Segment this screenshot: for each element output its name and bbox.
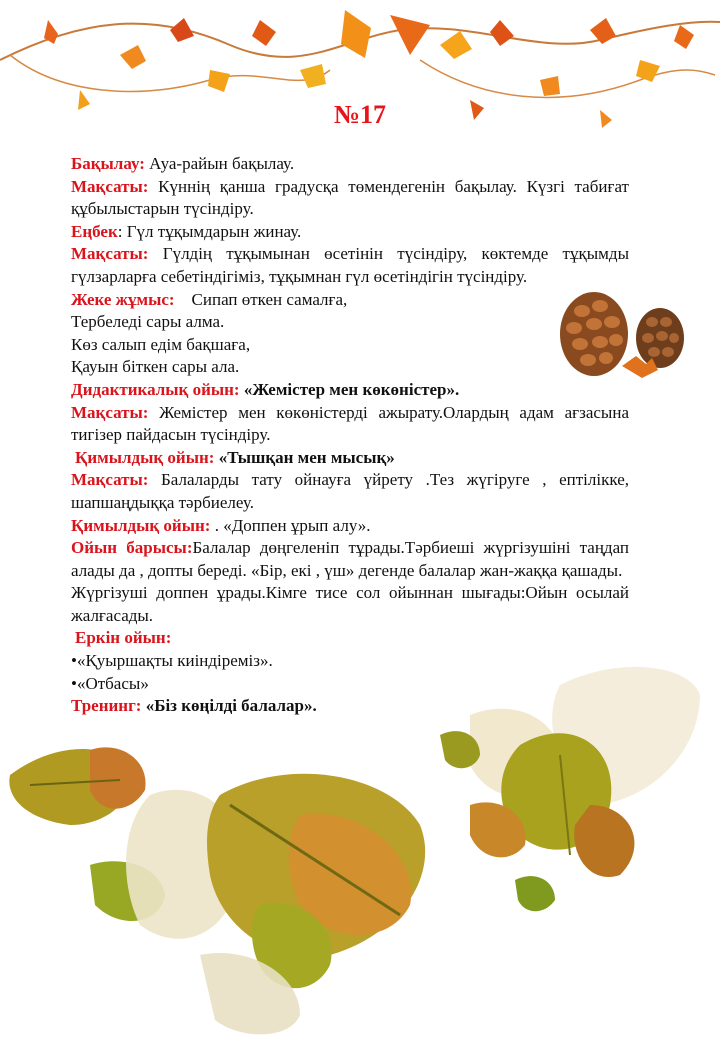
line-game-rules: Жүргізуші доппен ұрады.Кімге тисе сол ойыннан шығады:Ойын осылай жалғасады. xyxy=(71,583,629,625)
poem-line-3: Көз салып едім бақшаға, xyxy=(71,334,251,354)
text-labor: : Гүл тұқымдарын жинау. xyxy=(117,221,302,241)
text-training: «Біз көңілді балалар». xyxy=(141,696,317,716)
page-title: №17 xyxy=(333,100,387,129)
text-observation: Ауа-райын бақылау. xyxy=(144,154,295,173)
text-goal-1: Күннің қанша градусқа төмендегенін бақылау. Күзгі табиғат құбылыстарын түсіндіру. xyxy=(71,176,629,219)
label-goal-3: Мақсаты: xyxy=(71,402,149,422)
line-goal-1 xyxy=(71,176,629,221)
line-individual-work xyxy=(71,289,629,312)
document-body xyxy=(71,153,629,718)
label-individual-work: Жеке жұмыс: xyxy=(71,289,175,309)
label-free-play: Еркін ойын: xyxy=(75,628,172,648)
label-movement-game-1: Қимылдық ойын: xyxy=(75,447,215,467)
label-didactic-game: Дидактикалық ойын: xyxy=(71,379,240,399)
label-movement-game-2: Қимылдық ойын: xyxy=(71,515,211,535)
label-labor: Еңбек xyxy=(71,221,118,241)
label-game-progress: Ойын барысы: xyxy=(71,538,193,558)
line-free-play xyxy=(71,627,629,650)
text-goal-3: Жемістер мен көкөністерді ажырату.Олардың адам ағзасына тигізер пайдасын түсіндіру. xyxy=(71,402,629,445)
label-goal-1: Мақсаты: xyxy=(71,176,149,196)
poem-line-4: Қауын біткен сары ала. xyxy=(71,357,240,377)
text-movement-game-2: . «Доппен ұрып алу». xyxy=(210,515,371,535)
autumn-leaves-illustration xyxy=(0,655,720,1040)
text-individual-work: Сипап өткен самалға, xyxy=(174,289,348,309)
text-goal-2: Гүлдің тұқымынан өсетінін түсіндіру, көктемде тұқымды гүлзарларға себетіндігіміз, тұқымнан гүл өсетіндігін түсіндіру. xyxy=(71,244,629,286)
text-game-progress: Балалар дөңгеленіп тұрады.Тәрбиеші жүргізушіні таңдап алады да , допты береді. «Бір, екі , үш» дегенде балалар жан-жаққа қашады. xyxy=(71,538,629,580)
label-goal-2: Мақсаты: xyxy=(71,244,149,264)
label-observation: Бақылау: xyxy=(71,154,145,173)
label-goal-4: Мақсаты: xyxy=(71,470,149,490)
line-goal-3 xyxy=(71,402,629,447)
line-movement-game-1 xyxy=(71,447,629,470)
text-goal-4: Балаларды тату ойнауға үйрету .Тез жүгіруге , ептілікке, шапшаңдыққа тәрбиелеу. xyxy=(71,470,629,512)
poem-line-2: Тербеледі сары алма. xyxy=(71,312,225,332)
line-goal-4 xyxy=(71,469,629,514)
line-movement-game-2 xyxy=(71,515,629,538)
text-didactic-game: «Жемістер мен көкөністер». xyxy=(239,379,460,399)
line-observation xyxy=(71,153,629,176)
pine-cones-illustration xyxy=(552,286,692,386)
line-game-progress xyxy=(71,537,629,582)
list-item-family: •«Отбасы» xyxy=(71,673,149,693)
list-item-dolls: •«Қуыршақты киіндіреміз». xyxy=(71,651,273,671)
line-didactic-game xyxy=(71,379,629,402)
label-training: Тренинг: xyxy=(71,696,142,716)
line-goal-2 xyxy=(71,243,629,288)
line-labor xyxy=(71,221,629,244)
text-movement-game-1: «Тышқан мен мысық» xyxy=(214,447,395,467)
